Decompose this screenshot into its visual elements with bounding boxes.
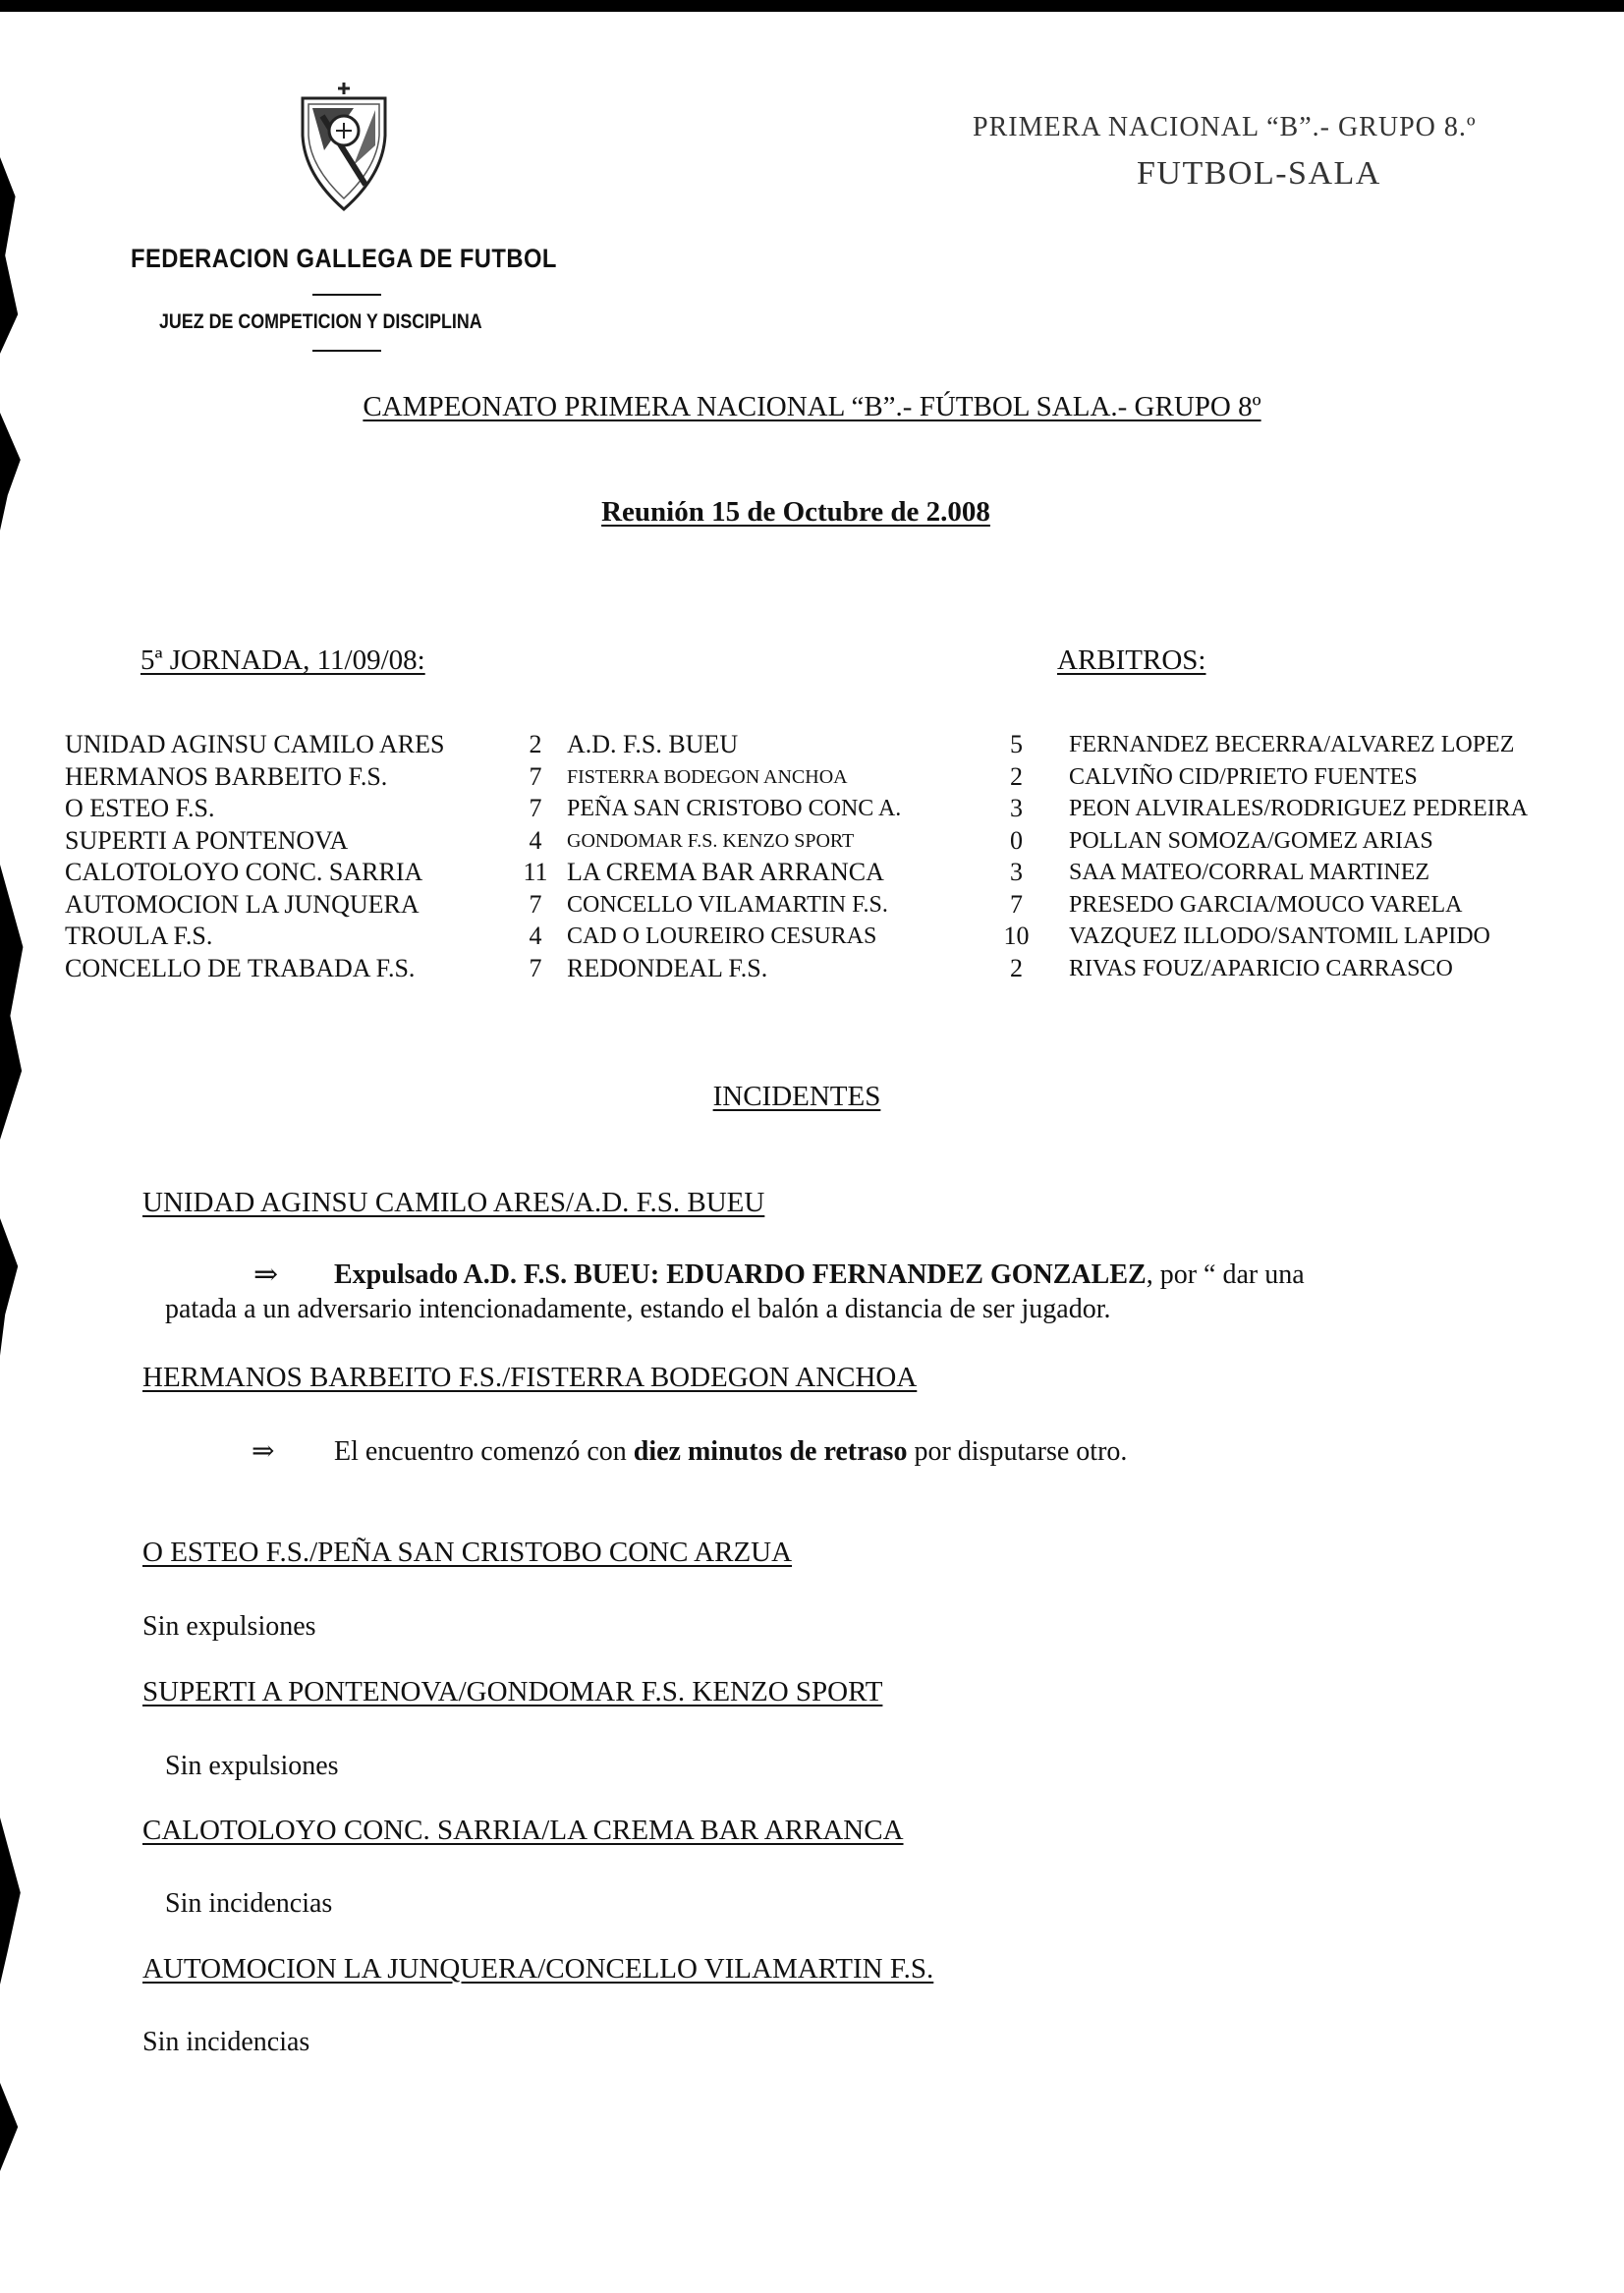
referees: FERNANDEZ BECERRA/ALVAREZ LOPEZ [1069,732,1515,757]
home-score: 4 [529,922,542,950]
divider [312,294,381,296]
scan-edge-tear [0,1218,26,1356]
expulsion-detail: Expulsado A.D. F.S. BUEU: EDUARDO FERNANDEZ GONZALEZ [334,1259,1147,1290]
expulsion-reason-start: , por “ dar una [1146,1259,1305,1290]
referees: CALVIÑO CID/PRIETO FUENTES [1069,763,1418,790]
away-team: GONDOMAR F.S. KENZO SPORT [567,829,855,852]
home-score: 7 [529,761,542,791]
away-score: 10 [1003,922,1030,950]
table-row [65,921,1528,953]
incident-match-title: SUPERTI A PONTENOVA/GONDOMAR F.S. KENZO SPORT [142,1676,883,1707]
incident-text [334,1434,1127,1470]
incident-match-title: AUTOMOCION LA JUNQUERA/CONCELLO VILAMARTIN F.S. [142,1953,934,1985]
away-score: 7 [1010,889,1023,919]
away-team: FISTERRA BODEGON ANCHOA [567,765,848,788]
away-team: REDONDEAL F.S. [567,953,768,982]
table-row [65,825,1528,858]
arrow-icon: ⇒ [252,1436,275,1467]
table-row [65,761,1528,794]
scan-edge-tear [0,1818,26,1985]
home-team: HERMANOS BARBEITO F.S. [65,761,388,791]
referees-label: ARBITROS: [1057,644,1206,676]
round-label: 5ª JORNADA, 11/09/08: [140,644,425,676]
table-row [65,793,1528,825]
incident-match-title: UNIDAD AGINSU CAMILO ARES/A.D. F.S. BUEU [142,1187,765,1218]
away-team: CAD O LOUREIRO CESURAS [567,923,877,949]
away-score: 5 [1010,730,1023,758]
championship-title: CAMPEONATO PRIMERA NACIONAL “B”.- FÚTBOL SALA.- GRUPO 8º [363,391,1261,422]
scan-edge-tear [0,157,26,354]
home-team: O ESTEO F.S. [65,794,215,822]
home-team: TROULA F.S. [65,922,213,950]
incident-match-title: CALOTOLOYO CONC. SARRIA/LA CREMA BAR ARRANCA [142,1815,904,1846]
table-row [65,729,1528,761]
home-score: 7 [529,794,542,822]
incident-note: Sin expulsiones [142,1611,316,1642]
incident-note: Sin incidencias [165,1888,333,1919]
scan-edge-tear [0,2083,26,2171]
away-team: PEÑA SAN CRISTOBO CONC A. [567,796,902,821]
referees: PRESEDO GARCIA/MOUCO VARELA [1069,891,1463,918]
away-score: 2 [1010,761,1023,791]
referees: VAZQUEZ ILLODO/SANTOMIL LAPIDO [1069,923,1490,949]
results-table [65,729,1528,984]
incident-line [253,1258,278,1294]
away-score: 3 [1010,794,1023,822]
away-team: CONCELLO VILAMARTIN F.S. [567,891,888,918]
away-score: 2 [1010,953,1023,982]
sport-label: FUTBOL-SALA [1137,155,1381,192]
incident-text-b: por disputarse otro. [907,1436,1128,1467]
home-score: 2 [529,730,542,758]
divider [312,350,381,352]
away-team: LA CREMA BAR ARRANCA [567,858,884,886]
referees: RIVAS FOUZ/APARICIO CARRASCO [1069,955,1453,981]
incident-match-title: O ESTEO F.S./PEÑA SAN CRISTOBO CONC ARZUA [142,1537,793,1568]
committee-name: JUEZ DE COMPETICION Y DISCIPLINA [159,310,482,333]
meeting-date: Reunión 15 de Octubre de 2.008 [601,496,990,528]
expulsion-reason-end: patada a un adversario intencionadamente, estando el balón a distancia de ser jugador. [165,1294,1111,1324]
incident-match-title: HERMANOS BARBEITO F.S./FISTERRA BODEGON ANCHOA [142,1362,918,1393]
incident-note: Sin incidencias [142,2027,310,2057]
arrow-icon: ⇒ [253,1258,279,1291]
federation-name: FEDERACION GALLEGA DE FUTBOL [131,244,557,273]
away-score: 0 [1010,825,1023,855]
table-row [65,953,1528,985]
incident-bold: diez minutos de retraso [633,1436,908,1467]
incident-note: Sin expulsiones [165,1751,339,1781]
home-team: UNIDAD AGINSU CAMILO ARES [65,730,445,758]
incident-text [334,1258,1459,1293]
home-team: CALOTOLOYO CONC. SARRIA [65,858,423,886]
referees: PEON ALVIRALES/RODRIGUEZ PEDREIRA [1069,796,1529,821]
home-score: 7 [529,953,542,982]
home-score: 7 [529,889,542,919]
home-team: SUPERTI A PONTENOVA [65,825,349,855]
league-line: PRIMERA NACIONAL “B”.- GRUPO 8.º [973,112,1477,142]
scan-top-border [0,0,1624,12]
home-team: AUTOMOCION LA JUNQUERA [65,889,420,919]
home-score: 4 [529,825,542,855]
referees: POLLAN SOMOZA/GOMEZ ARIAS [1069,827,1433,854]
incidents-title: INCIDENTES [712,1081,881,1112]
federation-shield-logo [295,77,393,214]
away-team: A.D. F.S. BUEU [567,730,739,758]
home-team: CONCELLO DE TRABADA F.S. [65,953,416,982]
home-score: 11 [523,858,548,886]
referees: SAA MATEO/CORRAL MARTINEZ [1069,860,1430,885]
away-score: 3 [1010,858,1023,886]
table-row [65,857,1528,889]
incident-text-a: El encuentro comenzó con [334,1436,634,1467]
table-row [65,889,1528,922]
